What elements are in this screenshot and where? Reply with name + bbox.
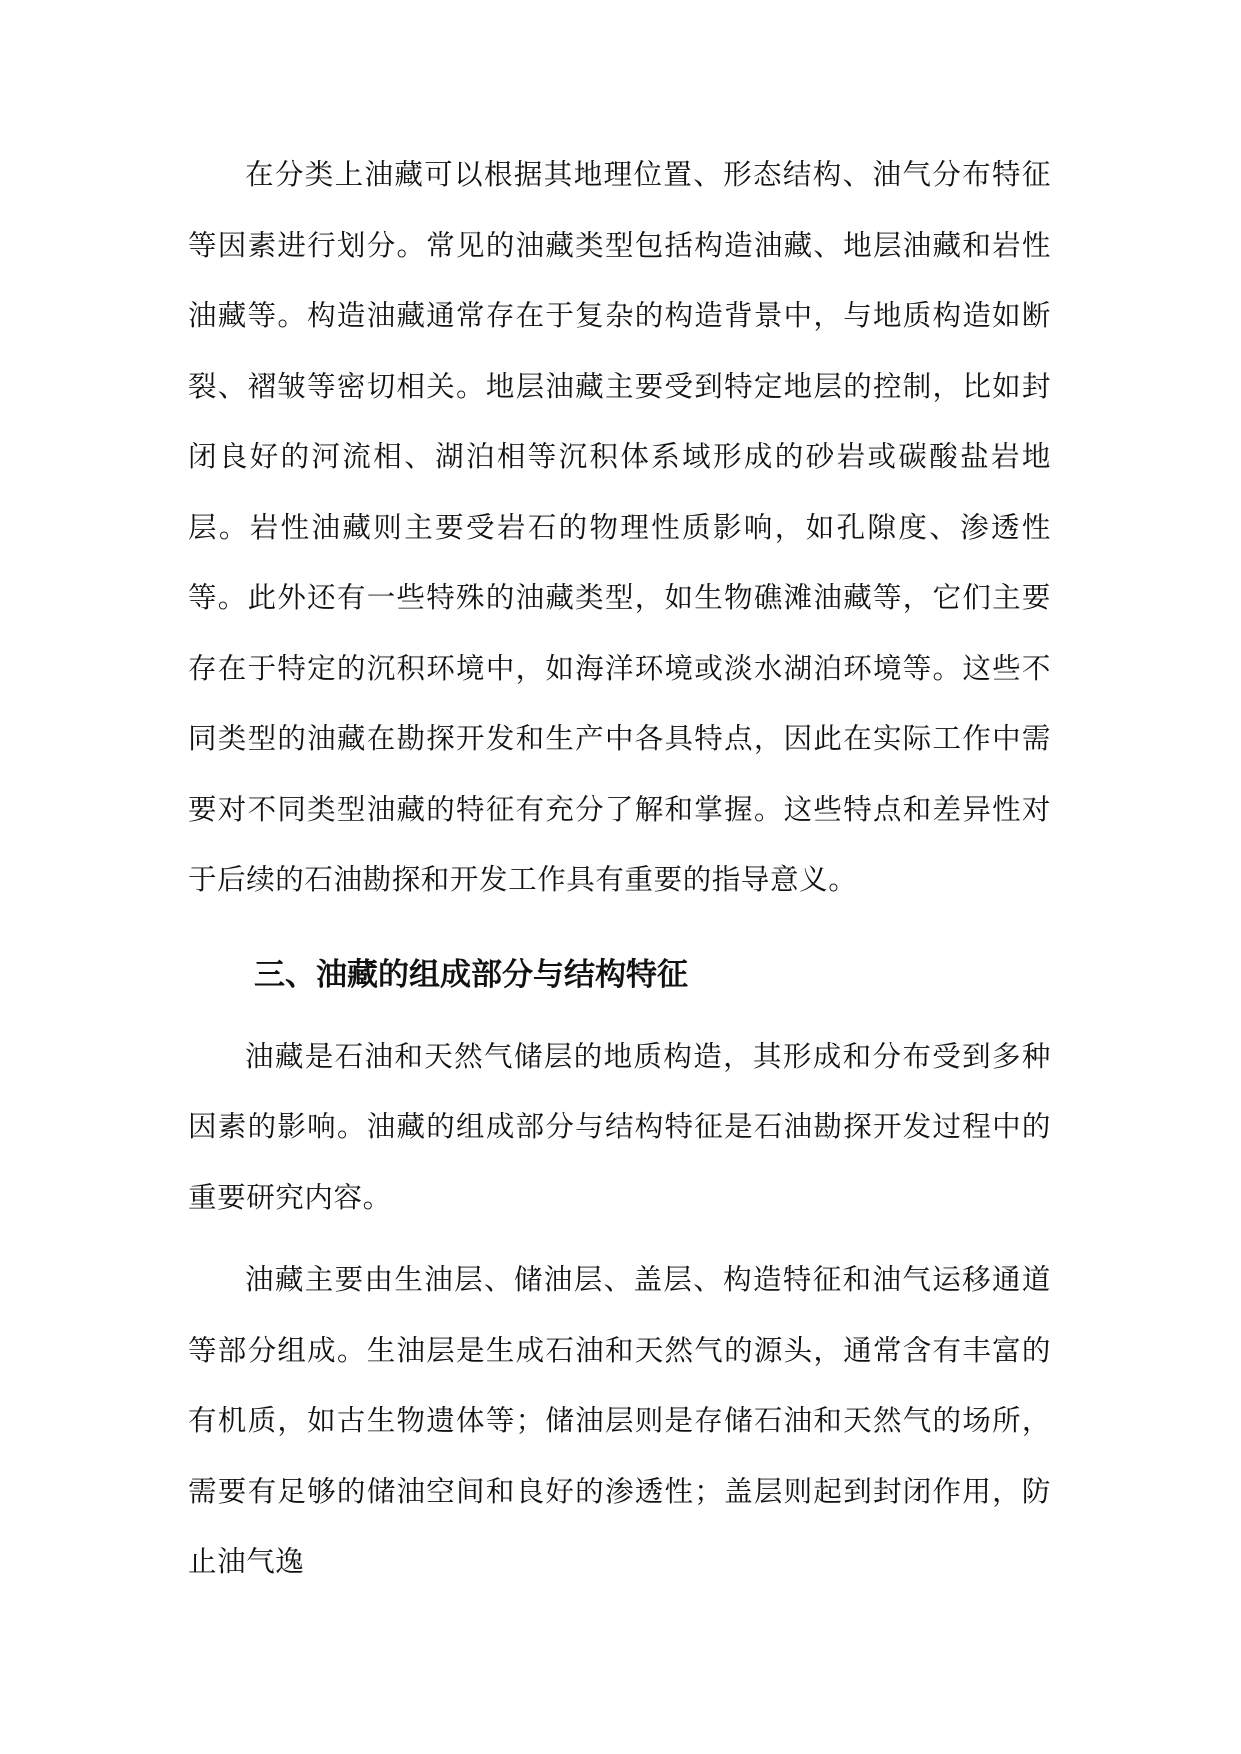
body-paragraph-reservoir-components: 油藏主要由生油层、储油层、盖层、构造特征和油气运移通道等部分组成。生油层是生成石油和天然气的源头，通常含有丰富的有机质，如古生物遗体等；储油层则是存储石油和天然气的场所，需要有足够的储油空间和良好的渗透性；盖层则起到封闭作用，防止油气逸 xyxy=(188,1263,1051,1578)
page-content xyxy=(188,140,1051,1598)
body-paragraph-reservoir-classification: 在分类上油藏可以根据其地理位置、形态结构、油气分布特征等因素进行划分。常见的油藏类型包括构造油藏、地层油藏和岩性油藏等。构造油藏通常存在于复杂的构造背景中，与地质构造如断裂、褶皱等密切相关。地层油藏主要受到特定地层的控制，比如封闭良好的河流相、湖泊相等沉积体系域形成的砂岩或碳酸盐岩地层。岩性油藏则主要受岩石的物理性质影响，如孔隙度、渗透性等。此外还有一些特殊的油藏类型，如生物礁滩油藏等，它们主要存在于特定的沉积环境中，如海洋环境或淡水湖泊环境等。这些不同类型的油藏在勘探开发和生产中各具特点，因此在实际工作中需要对不同类型油藏的特征有充分了解和掌握。这些特点和差异性对于后续的石油勘探和开发工作具有重要的指导意义。 xyxy=(188,158,1051,896)
body-paragraph-reservoir-definition: 油藏是石油和天然气储层的地质构造，其形成和分布受到多种因素的影响。油藏的组成部分与结构特征是石油勘探开发过程中的重要研究内容。 xyxy=(188,1039,1051,1214)
section-heading: 三、油藏的组成部分与结构特征 xyxy=(254,956,688,993)
